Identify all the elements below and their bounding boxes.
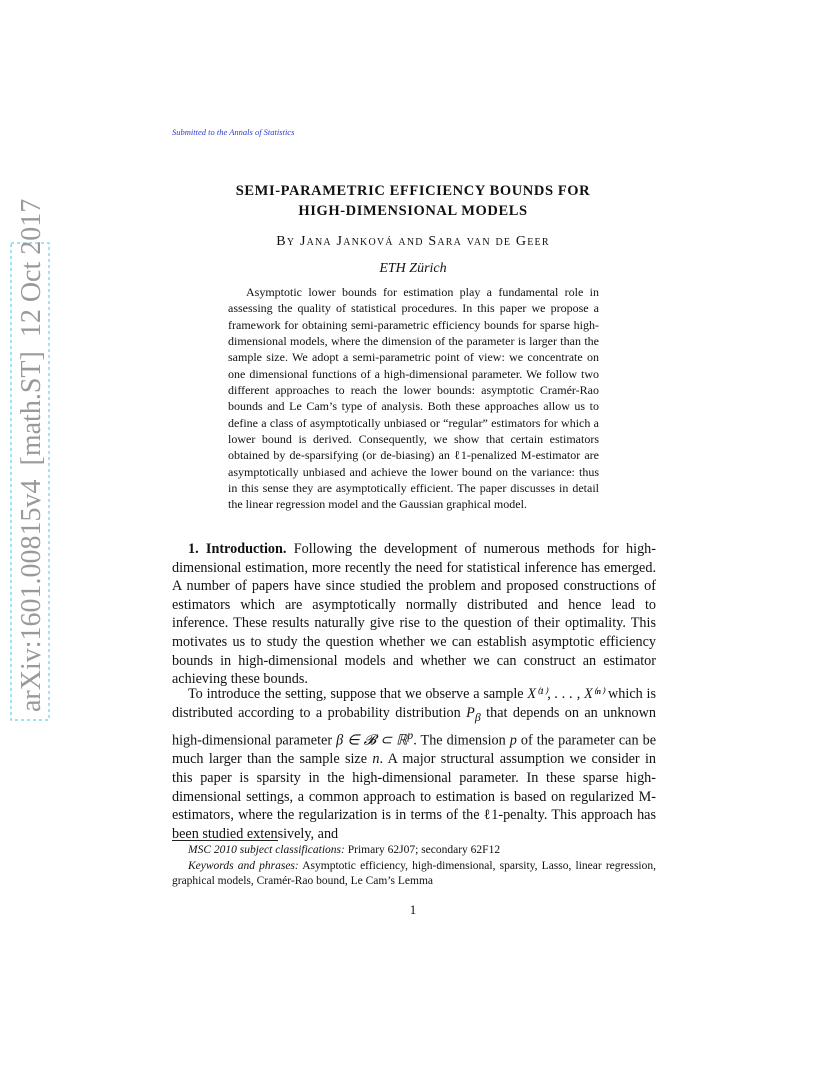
para2-sample-notation: X⁽¹⁾, . . . , X⁽ⁿ⁾ <box>527 686 605 702</box>
footnote-rule <box>172 840 278 841</box>
footnotes <box>172 843 656 890</box>
page-number: 1 <box>409 902 417 917</box>
para2-part-a: To introduce the setting, suppose that we observe a sample <box>188 686 528 702</box>
journal-submission-note: Submitted to the Annals of Statistics <box>172 127 295 137</box>
paper-authors: By Jana Janková and Sara van de Geer <box>276 234 550 249</box>
footnote-msc <box>172 843 656 859</box>
para2-part-i: . The dimension <box>413 732 510 749</box>
para2-dimension-p-sup: p <box>407 728 414 743</box>
section-title: Introduction. <box>205 541 287 557</box>
para2-part-c: which is distributed according to a probability distribution <box>172 686 656 721</box>
introduction-paragraph-1 <box>172 540 656 689</box>
para2-part-k: of the parameter can be much larger than the sample size <box>172 732 656 768</box>
title-line-2: HIGH-DIMENSIONAL MODELS <box>298 203 528 219</box>
keywords-label: Keywords and phrases: <box>188 859 299 872</box>
arxiv-stamp-border <box>11 243 49 720</box>
para2-distribution-beta: β <box>474 709 481 724</box>
introduction-text-1: Following the development of numerous methods for high-dimensional estimation, more recently the need for statistical inference has emerged. A number of papers have since studied the problem and proposed constructions of estimators which are asymptotically normally distributed and hence lead to inference. These results naturally give rise to the question of their optimality. This motivates us to study the question whether we can establish asymptotic efficiency bounds in high-dimensional models and whether we can construct an estimator achieving these bounds. <box>172 541 656 688</box>
title-line-1: SEMI-PARAMETRIC EFFICIENCY BOUNDS FOR <box>235 183 591 199</box>
section-number: 1. <box>188 541 199 557</box>
para2-distribution-p: P <box>466 704 475 721</box>
para2-parameter-set: β ∈ 𝓑 ⊂ ℝ <box>336 732 408 749</box>
keywords-value: Asymptotic efficiency, high-dimensional, sparsity, Lasso, linear regression, graphical models, Cramér-Rao bound, Le Cam’s Lemma <box>172 859 656 887</box>
introduction-paragraph-2 <box>172 685 656 843</box>
para2-dimension-p: p <box>509 732 517 749</box>
para2-part-f: that depends on an unknown high-dimensional parameter <box>172 704 656 749</box>
para2-part-m: . A major structural assumption we consider in this paper is sparsity in the high-dimensional parameter. In these sparse high-dimensional settings, a common approach to estimation is based on regularized M-estimators, where the regularization is in terms of the ℓ1-penalty. This approach has been studied extensively, and <box>172 751 656 842</box>
msc-label: MSC 2010 subject classifications: <box>188 844 345 856</box>
abstract: Asymptotic lower bounds for estimation play a fundamental role in assessing the quality of statistical procedures. In this paper we propose a framework for obtaining semi-parametric efficiency bounds for sparse high-dimensional models, where the dimension of the parameter is larger than the sample size. We adopt a semi-parametric point of view: we concentrate on one dimensional functions of a high-dimensional parameter. We follow two different approaches to reach the lower bounds: asymptotic Cramér-Rao bounds and Le Cam’s type of analysis. Both these approaches allow us to define a class of asymptotically unbiased or “regular” estimators for which a lower bound is derived. Consequently, we show that certain estimators obtained by de-sparsifying (or de-biasing) an ℓ1-penalized M-estimator are asymptotically unbiased and achieve the lower bound on the variance: thus in this sense they are asymptotically efficient. The paper discusses in detail the linear regression model and the Gaussian graphical model. <box>228 285 599 512</box>
arxiv-identifier: arXiv:1601.00815v4 [math.ST] 12 Oct 2017 <box>16 198 47 712</box>
msc-value: Primary 62J07; secondary 62F12 <box>344 844 501 856</box>
footnote-keywords <box>172 859 656 890</box>
para2-sample-size-n: n <box>372 751 380 768</box>
author-affiliation: ETH Zürich <box>379 261 447 276</box>
paper-title <box>150 181 676 221</box>
